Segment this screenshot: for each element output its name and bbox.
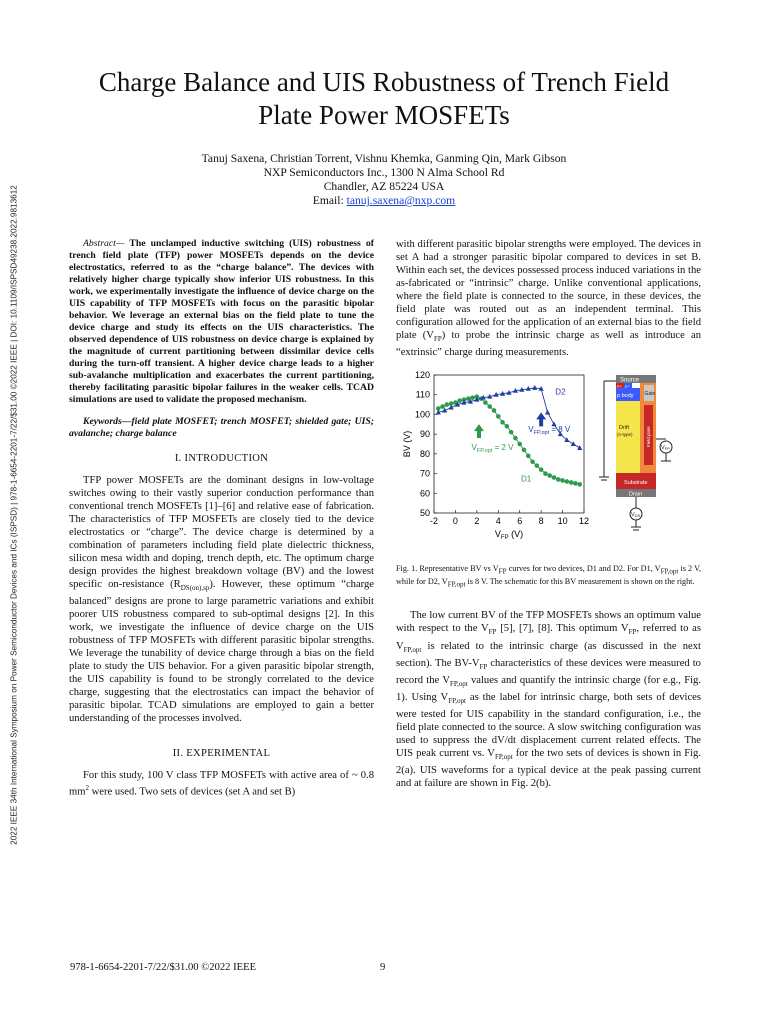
source-label: Source bbox=[620, 377, 640, 384]
x-tick-label: 4 bbox=[495, 516, 501, 527]
drift-region bbox=[616, 401, 640, 473]
right-paragraph-2 bbox=[396, 609, 701, 790]
data-point-d1 bbox=[445, 402, 450, 407]
email-link[interactable]: tanuj.saxena@nxp.com bbox=[346, 194, 456, 207]
data-point-d1 bbox=[505, 424, 510, 429]
rp2-sub: FP bbox=[488, 628, 497, 637]
drift-sub-label: (n-type) bbox=[617, 432, 633, 438]
x-tick-label: 10 bbox=[557, 516, 568, 527]
data-point-d1 bbox=[500, 420, 505, 425]
y-tick-label: 90 bbox=[419, 429, 430, 440]
paper-title bbox=[60, 66, 708, 132]
data-point-d2 bbox=[532, 385, 537, 390]
series-line-d1 bbox=[438, 397, 579, 485]
keywords-text: field plate MOSFET; trench MOSFET; shielded gate; UIS; avalanche; charge balance bbox=[69, 416, 374, 439]
section-introduction-heading: I. INTRODUCTION bbox=[174, 453, 269, 464]
left-column bbox=[69, 238, 374, 799]
vfp-opt-arrow-d1 bbox=[474, 424, 484, 438]
cap-d: is 8 V. The schematic for this BV measurement is shown on the right. bbox=[465, 576, 695, 586]
x-tick-label: 0 bbox=[452, 516, 458, 527]
right-column bbox=[396, 238, 701, 790]
y-tick-label: 80 bbox=[419, 448, 430, 459]
data-point-d1 bbox=[509, 430, 514, 435]
data-point-d1 bbox=[543, 471, 548, 476]
title-line-2: Plate Power MOSFETs bbox=[258, 100, 510, 130]
rp1-a: with different parasitic bipolar strengths were employed. The devices in set A had a stronger parasitic bipolar compared to devices in set B. Within each set, the devices possessed process induced variations in the as-fabricated or “intrinsic” charge. Unlike conventional applications, where the field plate is connected to the source, in these devices, the field plate was routed out as an independent terminal. This configuration allowed for the application of an external bias to the field plate (V bbox=[396, 239, 701, 341]
y-tick-label: 50 bbox=[419, 508, 430, 519]
abstract-label: Abstract— bbox=[83, 238, 125, 249]
page-number: 9 bbox=[380, 962, 386, 973]
section-experimental-heading: II. EXPERIMENTAL bbox=[172, 748, 271, 760]
y-tick-label: 110 bbox=[415, 389, 430, 400]
data-point-d1 bbox=[552, 475, 557, 480]
cap-sub3: FP,opt bbox=[447, 580, 466, 589]
city: Chandler, AZ 85224 USA bbox=[323, 180, 445, 193]
drain-label: Drain bbox=[629, 491, 643, 498]
rp2-d: is related to the intrinsic charge (as discussed in the next section). The BV-V bbox=[396, 640, 701, 669]
rp2-sub7: FP,opt bbox=[494, 753, 513, 762]
x-tick-label: 6 bbox=[517, 516, 523, 527]
rp2-e: characteristics of these devices were measured to record the V bbox=[396, 657, 701, 686]
intro-text-a: TFP power MOSFETs are the dominant designs in low-voltage switches owing to their vastly superior conduction performance than conventional trench MOSFETs [1]–[6] and relative ease of fabrication. The characteristics of TFP MOSFETs are closely tied to the device electrostatics or “charge”. The device charge is determined by a combination of parameters including field plate dielectric thickness, silicon mesa width and doping, trench depth, etc. The optimum charge design provides the highest breakdown voltage (BV) and the lowest specific on-resistance (R bbox=[69, 475, 374, 590]
abstract bbox=[69, 238, 374, 406]
data-point-d1 bbox=[483, 400, 488, 405]
rp2-a: The low current BV of the TFP MOSFETs shows an optimum value with respect to the V bbox=[396, 610, 701, 635]
data-point-d1 bbox=[457, 398, 462, 403]
footer-copyright: 978-1-6654-2201-7/22/$31.00 ©2022 IEEE bbox=[70, 962, 257, 973]
exp-sup: 2 bbox=[85, 784, 89, 793]
y-axis-label: BV (V) bbox=[402, 430, 412, 458]
cap-a: Fig. 1. Representative BV vs V bbox=[396, 564, 499, 574]
y-tick-label: 60 bbox=[419, 488, 430, 499]
data-point-d1 bbox=[535, 463, 540, 468]
data-point-d1 bbox=[560, 478, 565, 483]
rp2-sub2: FP bbox=[628, 628, 637, 637]
x-tick-label: 12 bbox=[578, 516, 590, 527]
figure-1 bbox=[396, 367, 701, 562]
p-body-label: p body bbox=[617, 393, 634, 400]
x-tick-label: 8 bbox=[538, 516, 544, 527]
chart-annotation: $V_{FP,opt} = 8$ V bbox=[528, 425, 571, 437]
data-point-d1 bbox=[530, 460, 535, 465]
affiliation: NXP Semiconductors Inc., 1300 N Alma School Rd bbox=[263, 166, 505, 179]
p-plus-label: p+ bbox=[625, 383, 630, 389]
rp2-sub3: FP,opt bbox=[403, 645, 422, 654]
right-paragraph-1 bbox=[396, 238, 701, 359]
rp2-f: values and quantify the intrinsic charge (for e.g., Fig. 1). Using V bbox=[396, 674, 701, 703]
y-tick-label: 120 bbox=[414, 370, 430, 381]
intro-text-b: ). However, these optimum “charge balanced” designs are prone to large parametric variations and exhibit poorer UIS robustness compared to sub-optimal designs [2]. In this work, we investigate the influence of device charge on the UIS robustness of TFP MOSFETs with different parasitic bipolar strengths. We leverage the tunability of device charge through a bias on the field plate to study the UIS behavior. For a given parasitic bipolar strength, the UIS capability is found to be strongly correlated to the device charge, suggesting that the electrostatics can impact the behavior of parasitic bipolar. TCAD simulations are employed to gain a better understanding of the processes involved. bbox=[69, 579, 374, 725]
x-tick-label: -2 bbox=[429, 516, 439, 527]
data-point-d1 bbox=[539, 467, 544, 472]
substrate-label: Substrate bbox=[624, 480, 648, 487]
data-point-d1 bbox=[569, 480, 574, 485]
data-point-d1 bbox=[522, 448, 527, 453]
chart-annotation: $V_{FP,opt} = 2$ V bbox=[471, 443, 514, 455]
keywords bbox=[69, 416, 374, 440]
cap-sub2: FP,opt bbox=[660, 567, 679, 576]
rp2-h: for the two sets of devices is shown in Fig. 2(a). UIS waveforms for a typical device at the peak passing current and at failure are shown in Fig. 2(b). bbox=[396, 747, 701, 790]
vds-label bbox=[631, 512, 641, 518]
exp-text-a: For this study, 100 V class TFP MOSFETs with active area of ~ 0.8 mm bbox=[69, 770, 374, 798]
x-tick-label: 2 bbox=[474, 516, 480, 527]
data-point-d1 bbox=[556, 477, 561, 482]
chart-annotation: D1 bbox=[521, 474, 532, 484]
vds-v: V bbox=[631, 512, 635, 519]
cap-sub: FP bbox=[498, 567, 507, 576]
vfp-label bbox=[661, 445, 670, 451]
bv-vs-vfp-chart bbox=[396, 367, 611, 557]
data-point-d2 bbox=[577, 445, 582, 450]
experimental-paragraph bbox=[69, 769, 374, 799]
data-point-d1 bbox=[470, 395, 475, 400]
keywords-label: Keywords— bbox=[83, 416, 132, 427]
vfp-v: V bbox=[661, 445, 665, 452]
data-point-d2 bbox=[545, 410, 550, 415]
y-tick-label: 100 bbox=[414, 409, 430, 420]
cap-b: curves for two devices, D1 and D2. For D1, V bbox=[506, 564, 661, 574]
y-tick-label: 70 bbox=[419, 468, 430, 479]
sidebar-text: 2022 IEEE 34th International Symposium on Power Semiconductor Devices and ICs (ISPSD) | 978-1-6654-2201-7/22/$31.00 ©2022 IEEE | DOI: 10.1109/ISPSD49238.2022.9813612 bbox=[9, 185, 19, 845]
rp2-b: [5], [7], [8]. This optimum V bbox=[496, 623, 629, 635]
doi-sidebar bbox=[8, 130, 20, 900]
device-schematic bbox=[594, 367, 684, 557]
drift-label: Drift bbox=[619, 425, 630, 432]
series-line-d2 bbox=[438, 388, 579, 448]
intro-sub: DS(on),sp bbox=[180, 584, 210, 593]
data-point-d1 bbox=[517, 442, 522, 447]
data-point-d1 bbox=[496, 414, 501, 419]
email-line bbox=[60, 194, 708, 208]
rp2-g: as the label for intrinsic charge, both sets of devices were tested for UIS capability in the standard configuration, i.e., the field plate connected to the source. A slow switching configuration was used to suppress the dV/dt displacement current related effects. The UIS peak current vs. V bbox=[396, 691, 701, 759]
data-point-d1 bbox=[526, 454, 531, 459]
email-label: Email: bbox=[312, 194, 344, 207]
data-point-d1 bbox=[440, 404, 445, 409]
exp-text-b: were used. Two sets of devices (set A and set B) bbox=[88, 786, 296, 798]
rp1-b: ) to probe the intrinsic charge as well as introduce an “extrinsic” charge during measurements. bbox=[396, 330, 701, 359]
vds-sub: DS bbox=[634, 513, 641, 519]
rp1-sub: FP bbox=[433, 335, 442, 344]
rp2-sub5: FP,opt bbox=[449, 679, 468, 688]
cap-c: is 2 V, while for D2, V bbox=[396, 564, 702, 586]
author-names: Tanuj Saxena, Christian Torrent, Vishnu Khemka, Ganming Qin, Mark Gibson bbox=[201, 152, 567, 165]
author-block bbox=[60, 152, 708, 208]
field-plate-label: Field plate bbox=[646, 426, 651, 448]
data-point-d1 bbox=[487, 404, 492, 409]
data-point-d1 bbox=[547, 473, 552, 478]
title-line-1: Charge Balance and UIS Robustness of Trench Field bbox=[98, 67, 670, 97]
x-axis-label: $V_{FP}$ (V) bbox=[494, 529, 524, 542]
rp2-c: , referred to as V bbox=[396, 623, 701, 652]
data-point-d1 bbox=[577, 482, 582, 487]
data-point-d1 bbox=[565, 479, 570, 484]
gate-label: Gate bbox=[644, 391, 656, 398]
abstract-text: The unclamped inductive switching (UIS) robustness of trench field plate (TFP) power MOSFETs depends on the device electrostatics, referred to as the “charge balance”. The devices with relatively higher charge typically show inferior UIS robustness. In this work, we experimentally investigate the influence of device charge on the UIS capability of TFP MOSFETs with focus on the parasitic bipolar behavior. We leverage an external bias on the field plate to tune the device charge and study its effects on the UIS characteristics. The observed dependence of UIS robustness on device charge is explained by the magnitude of current partitioning between dissimilar device cells during the turn-off transient. A higher device charge leads to a higher sub-avalanche multiplication and exacerbates the current partitioning, thereby facilitating parasitic bipolar failures in the weaker cells. TCAD simulations are used to validate the proposed mechanism. bbox=[69, 238, 374, 405]
data-point-d1 bbox=[513, 436, 518, 441]
intro-paragraph bbox=[69, 474, 374, 725]
figure-1-caption bbox=[396, 564, 701, 589]
vfp-opt-arrow-d2 bbox=[536, 412, 546, 426]
data-point-d1 bbox=[573, 481, 578, 486]
data-point-d2 bbox=[571, 441, 576, 446]
rp2-sub4: FP bbox=[479, 662, 488, 671]
rp2-sub6: FP,opt bbox=[448, 696, 466, 705]
n-plus-label: n+ bbox=[617, 383, 622, 389]
chart-annotation: D2 bbox=[555, 387, 566, 397]
vfp-sub: FP bbox=[664, 446, 670, 452]
data-point-d1 bbox=[492, 408, 497, 413]
